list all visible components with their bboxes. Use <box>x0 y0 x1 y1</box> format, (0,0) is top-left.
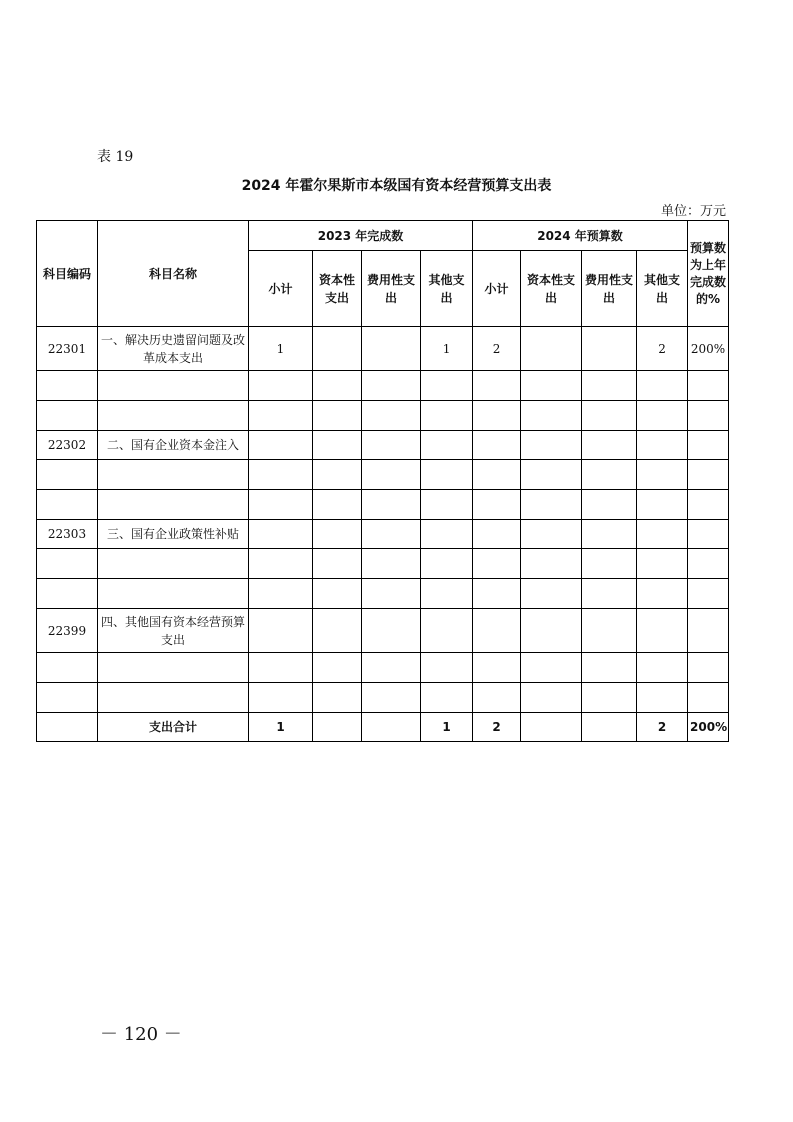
row-2024-expense <box>582 549 637 579</box>
row-name <box>98 371 249 401</box>
row-2024-subtotal <box>473 683 521 713</box>
row-code <box>37 490 98 520</box>
row-2024-subtotal: 2 <box>473 327 521 371</box>
row-2024-capital <box>521 653 582 683</box>
row-ratio <box>688 460 729 490</box>
header-2023-other: 其他支出 <box>421 251 473 327</box>
header-2023-subtotal: 小计 <box>249 251 313 327</box>
row-ratio <box>688 683 729 713</box>
total-2024-other: 2 <box>637 713 688 742</box>
row-2023-expense <box>362 683 421 713</box>
row-2024-capital <box>521 609 582 653</box>
row-2023-expense <box>362 579 421 609</box>
row-2024-other <box>637 401 688 431</box>
unit-label: 单位：万元 <box>660 204 726 219</box>
table-row <box>37 609 729 653</box>
row-code <box>37 371 98 401</box>
row-2024-capital <box>521 371 582 401</box>
row-2024-other <box>637 431 688 460</box>
row-code <box>37 653 98 683</box>
row-code <box>37 401 98 431</box>
header-2024-expense: 费用性支出 <box>582 251 637 327</box>
row-2023-capital <box>313 520 362 549</box>
row-ratio: 200% <box>688 327 729 371</box>
row-2024-subtotal <box>473 549 521 579</box>
row-2024-expense <box>582 653 637 683</box>
row-2023-other <box>421 490 473 520</box>
row-2024-other <box>637 609 688 653</box>
row-2023-capital <box>313 609 362 653</box>
table-row <box>37 490 729 520</box>
row-2023-capital <box>313 431 362 460</box>
row-2023-other <box>421 549 473 579</box>
total-2024-subtotal: 2 <box>473 713 521 742</box>
row-2023-other: 1 <box>421 327 473 371</box>
header-2023-capital: 资本性支出 <box>313 251 362 327</box>
row-2024-subtotal <box>473 579 521 609</box>
row-2024-other <box>637 371 688 401</box>
row-2023-capital <box>313 490 362 520</box>
row-name <box>98 549 249 579</box>
budget-table <box>36 220 729 742</box>
header-group-2023: 2023 年完成数 <box>249 221 473 251</box>
row-name: 三、国有企业政策性补贴 <box>98 520 249 549</box>
row-2023-expense <box>362 401 421 431</box>
row-2023-other <box>421 431 473 460</box>
header-code: 科目编码 <box>37 221 98 327</box>
row-2024-capital <box>521 579 582 609</box>
row-2023-expense <box>362 549 421 579</box>
row-2024-expense <box>582 460 637 490</box>
row-2023-subtotal <box>249 653 313 683</box>
total-code <box>37 713 98 742</box>
row-2024-subtotal <box>473 401 521 431</box>
table-row <box>37 327 729 371</box>
header-ratio: 预算数为上年完成数的% <box>688 221 729 327</box>
total-label: 支出合计 <box>98 713 249 742</box>
row-2024-subtotal <box>473 609 521 653</box>
row-2024-subtotal <box>473 490 521 520</box>
row-2024-expense <box>582 609 637 653</box>
row-2024-expense <box>582 371 637 401</box>
row-code <box>37 549 98 579</box>
row-2023-subtotal <box>249 683 313 713</box>
row-name: 四、其他国有资本经营预算支出 <box>98 609 249 653</box>
row-2024-expense <box>582 490 637 520</box>
row-2024-other <box>637 653 688 683</box>
row-2023-subtotal <box>249 520 313 549</box>
row-2023-other <box>421 460 473 490</box>
total-row <box>37 713 729 742</box>
row-code: 22303 <box>37 520 98 549</box>
row-2024-expense <box>582 520 637 549</box>
row-2023-capital <box>313 371 362 401</box>
row-2023-expense <box>362 520 421 549</box>
row-ratio <box>688 371 729 401</box>
row-ratio <box>688 520 729 549</box>
row-2023-subtotal <box>249 609 313 653</box>
row-2023-subtotal <box>249 460 313 490</box>
row-code <box>37 683 98 713</box>
row-2023-subtotal: 1 <box>249 327 313 371</box>
table-row <box>37 653 729 683</box>
row-2023-other <box>421 520 473 549</box>
header-2023-expense: 费用性支出 <box>362 251 421 327</box>
row-2023-subtotal <box>249 371 313 401</box>
row-2024-capital <box>521 401 582 431</box>
row-code <box>37 579 98 609</box>
row-2023-other <box>421 401 473 431</box>
row-2023-subtotal <box>249 431 313 460</box>
row-name <box>98 460 249 490</box>
table-row <box>37 401 729 431</box>
row-2024-expense <box>582 401 637 431</box>
row-code: 22399 <box>37 609 98 653</box>
row-2024-capital <box>521 520 582 549</box>
row-2023-expense <box>362 653 421 683</box>
row-2023-other <box>421 371 473 401</box>
row-2024-subtotal <box>473 460 521 490</box>
row-2023-capital <box>313 653 362 683</box>
row-2024-other <box>637 683 688 713</box>
page-title: 2024 年霍尔果斯市本级国有资本经营预算支出表 <box>241 178 552 194</box>
row-2023-capital <box>313 683 362 713</box>
row-2023-capital <box>313 549 362 579</box>
row-2024-other <box>637 579 688 609</box>
table-row <box>37 579 729 609</box>
row-code: 22302 <box>37 431 98 460</box>
row-name <box>98 653 249 683</box>
header-2024-capital: 资本性支出 <box>521 251 582 327</box>
header-2024-subtotal: 小计 <box>473 251 521 327</box>
table-row <box>37 371 729 401</box>
row-name <box>98 683 249 713</box>
row-2024-expense <box>582 327 637 371</box>
row-2024-capital <box>521 549 582 579</box>
row-name <box>98 490 249 520</box>
row-ratio <box>688 490 729 520</box>
total-2023-other: 1 <box>421 713 473 742</box>
row-2023-expense <box>362 431 421 460</box>
row-2024-subtotal <box>473 371 521 401</box>
row-2024-other <box>637 460 688 490</box>
table-row <box>37 683 729 713</box>
header-name: 科目名称 <box>98 221 249 327</box>
total-2023-subtotal: 1 <box>249 713 313 742</box>
row-ratio <box>688 401 729 431</box>
row-2023-capital <box>313 460 362 490</box>
row-2023-capital <box>313 401 362 431</box>
row-2024-subtotal <box>473 520 521 549</box>
row-2024-other <box>637 520 688 549</box>
page-number: － 120 － <box>100 1024 182 1045</box>
total-2024-expense <box>582 713 637 742</box>
row-2023-expense <box>362 490 421 520</box>
total-ratio: 200% <box>688 713 729 742</box>
row-ratio <box>688 609 729 653</box>
row-name: 二、国有企业资本金注入 <box>98 431 249 460</box>
table-row <box>37 520 729 549</box>
row-2023-capital <box>313 327 362 371</box>
total-2023-expense <box>362 713 421 742</box>
row-2023-subtotal <box>249 549 313 579</box>
table-row <box>37 549 729 579</box>
row-2024-capital <box>521 327 582 371</box>
row-name <box>98 579 249 609</box>
row-2024-expense <box>582 683 637 713</box>
row-2024-capital <box>521 460 582 490</box>
row-2023-expense <box>362 371 421 401</box>
total-2023-capital <box>313 713 362 742</box>
row-2024-subtotal <box>473 653 521 683</box>
row-2023-other <box>421 683 473 713</box>
row-ratio <box>688 579 729 609</box>
row-2023-expense <box>362 609 421 653</box>
table-row <box>37 460 729 490</box>
row-2023-other <box>421 579 473 609</box>
row-name <box>98 401 249 431</box>
row-name: 一、解决历史遗留问题及改革成本支出 <box>98 327 249 371</box>
row-2023-subtotal <box>249 401 313 431</box>
row-2024-other <box>637 490 688 520</box>
row-2024-capital <box>521 431 582 460</box>
row-2024-other <box>637 549 688 579</box>
table-row <box>37 431 729 460</box>
row-2024-capital <box>521 490 582 520</box>
row-2024-other: 2 <box>637 327 688 371</box>
row-ratio <box>688 431 729 460</box>
header-group-2024: 2024 年预算数 <box>473 221 688 251</box>
row-2023-subtotal <box>249 490 313 520</box>
row-ratio <box>688 653 729 683</box>
row-2023-expense <box>362 460 421 490</box>
row-2023-subtotal <box>249 579 313 609</box>
row-2024-capital <box>521 683 582 713</box>
header-2024-other: 其他支出 <box>637 251 688 327</box>
row-2023-other <box>421 609 473 653</box>
row-ratio <box>688 549 729 579</box>
row-2024-expense <box>582 431 637 460</box>
row-2023-expense <box>362 327 421 371</box>
row-code <box>37 460 98 490</box>
row-code: 22301 <box>37 327 98 371</box>
table-label: 表 19 <box>97 149 134 165</box>
total-2024-capital <box>521 713 582 742</box>
row-2023-other <box>421 653 473 683</box>
row-2024-subtotal <box>473 431 521 460</box>
row-2023-capital <box>313 579 362 609</box>
row-2024-expense <box>582 579 637 609</box>
